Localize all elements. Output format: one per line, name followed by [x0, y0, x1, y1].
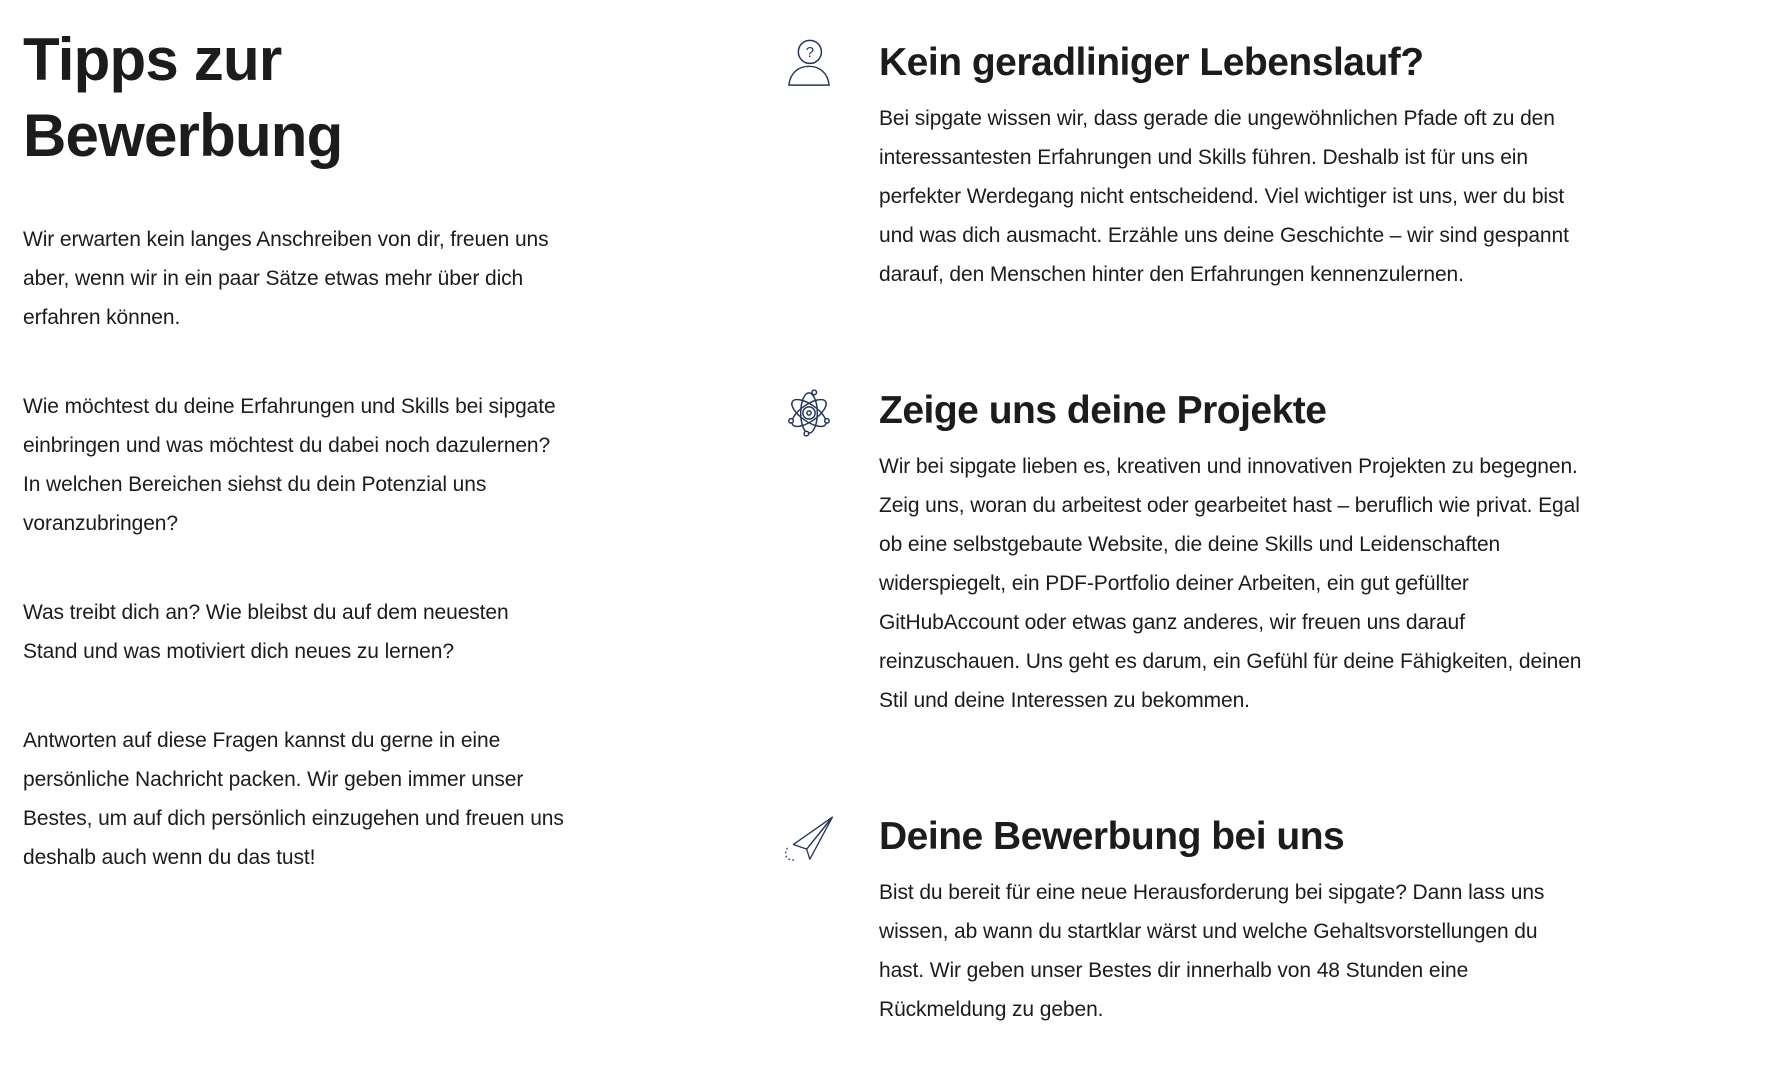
tip-content [879, 814, 1584, 1029]
tip-content [879, 40, 1584, 294]
paper-plane-icon [781, 808, 837, 870]
page-title: Tipps zur Bewerbung [23, 26, 343, 169]
person-question-icon [781, 34, 837, 96]
atom-icon [781, 382, 837, 444]
tip-body: Bei sipgate wissen wir, dass gerade die ungewöhnlichen Pfade oft zu den interessantesten Erfahrungen und Skills führen. Deshalb ist für uns ein perfekter Werdegang nicht entscheidend. Viel wichtiger ist uns, wer du bist und was dich ausmacht. Erzähle uns deine Geschichte – wir sind gespannt darauf, den Menschen hinter den Erfahrungen kennenzulernen. [879, 107, 1569, 286]
tip-title: Zeige uns deine Projekte [879, 389, 1327, 432]
intro-paragraph: Wir erwarten kein langes Anschreiben von dir, freuen uns aber, wenn wir in ein paar Sätze etwas mehr über dich erfahren können. [23, 228, 549, 329]
tip-title: Kein geradliniger Lebenslauf? [879, 41, 1424, 84]
tips-column [781, 40, 1591, 1029]
intro-column [23, 22, 568, 877]
svg-text:?: ? [805, 45, 815, 62]
tip-body: Wir bei sipgate lieben es, kreativen und innovativen Projekten zu begegnen. Zeig uns, woran du arbeitest oder gearbeitet hast – beruflich wie privat. Egal ob eine selbstgebaute Website, die deine Skills und Leidenschaften widerspiegelt, ein PDF-Portfolio deiner Arbeiten, ein gut gefüllter GitHubAccount oder etwas ganz anderes, wir freuen uns darauf reinzuschauen. Uns geht es darum, ein Gefühl für deine Fähigkeiten, deinen Stil und deine Interessen zu bekommen. [879, 455, 1582, 712]
intro-paragraph: Wie möchtest du deine Erfahrungen und Skills bei sipgate einbringen und was möchtest du dabei noch dazulernen? In welchen Bereichen siehst du dein Potenzial uns voranzubringen? [23, 395, 556, 535]
tip-section-lebenslauf [781, 40, 1591, 294]
tip-title: Deine Bewerbung bei uns [879, 815, 1345, 858]
intro-paragraph: Antworten auf diese Fragen kannst du gerne in eine persönliche Nachricht packen. Wir geben immer unser Bestes, um auf dich persönlich einzugehen und freuen uns deshalb auch wenn du das tust! [23, 729, 564, 869]
tip-section-projekte [781, 388, 1591, 720]
tip-section-bewerbung [781, 814, 1591, 1029]
intro-paragraph: Was treibt dich an? Wie bleibst du auf dem neuesten Stand und was motiviert dich neues zu lernen? [23, 601, 509, 663]
tip-body: Bist du bereit für eine neue Herausforderung bei sipgate? Dann lass uns wissen, ab wann du startklar wärst und welche Gehaltsvorstellungen du hast. Wir geben unser Bestes dir innerhalb von 48 Stunden eine Rückmeldung zu geben. [879, 881, 1545, 1021]
tip-content [879, 388, 1584, 720]
